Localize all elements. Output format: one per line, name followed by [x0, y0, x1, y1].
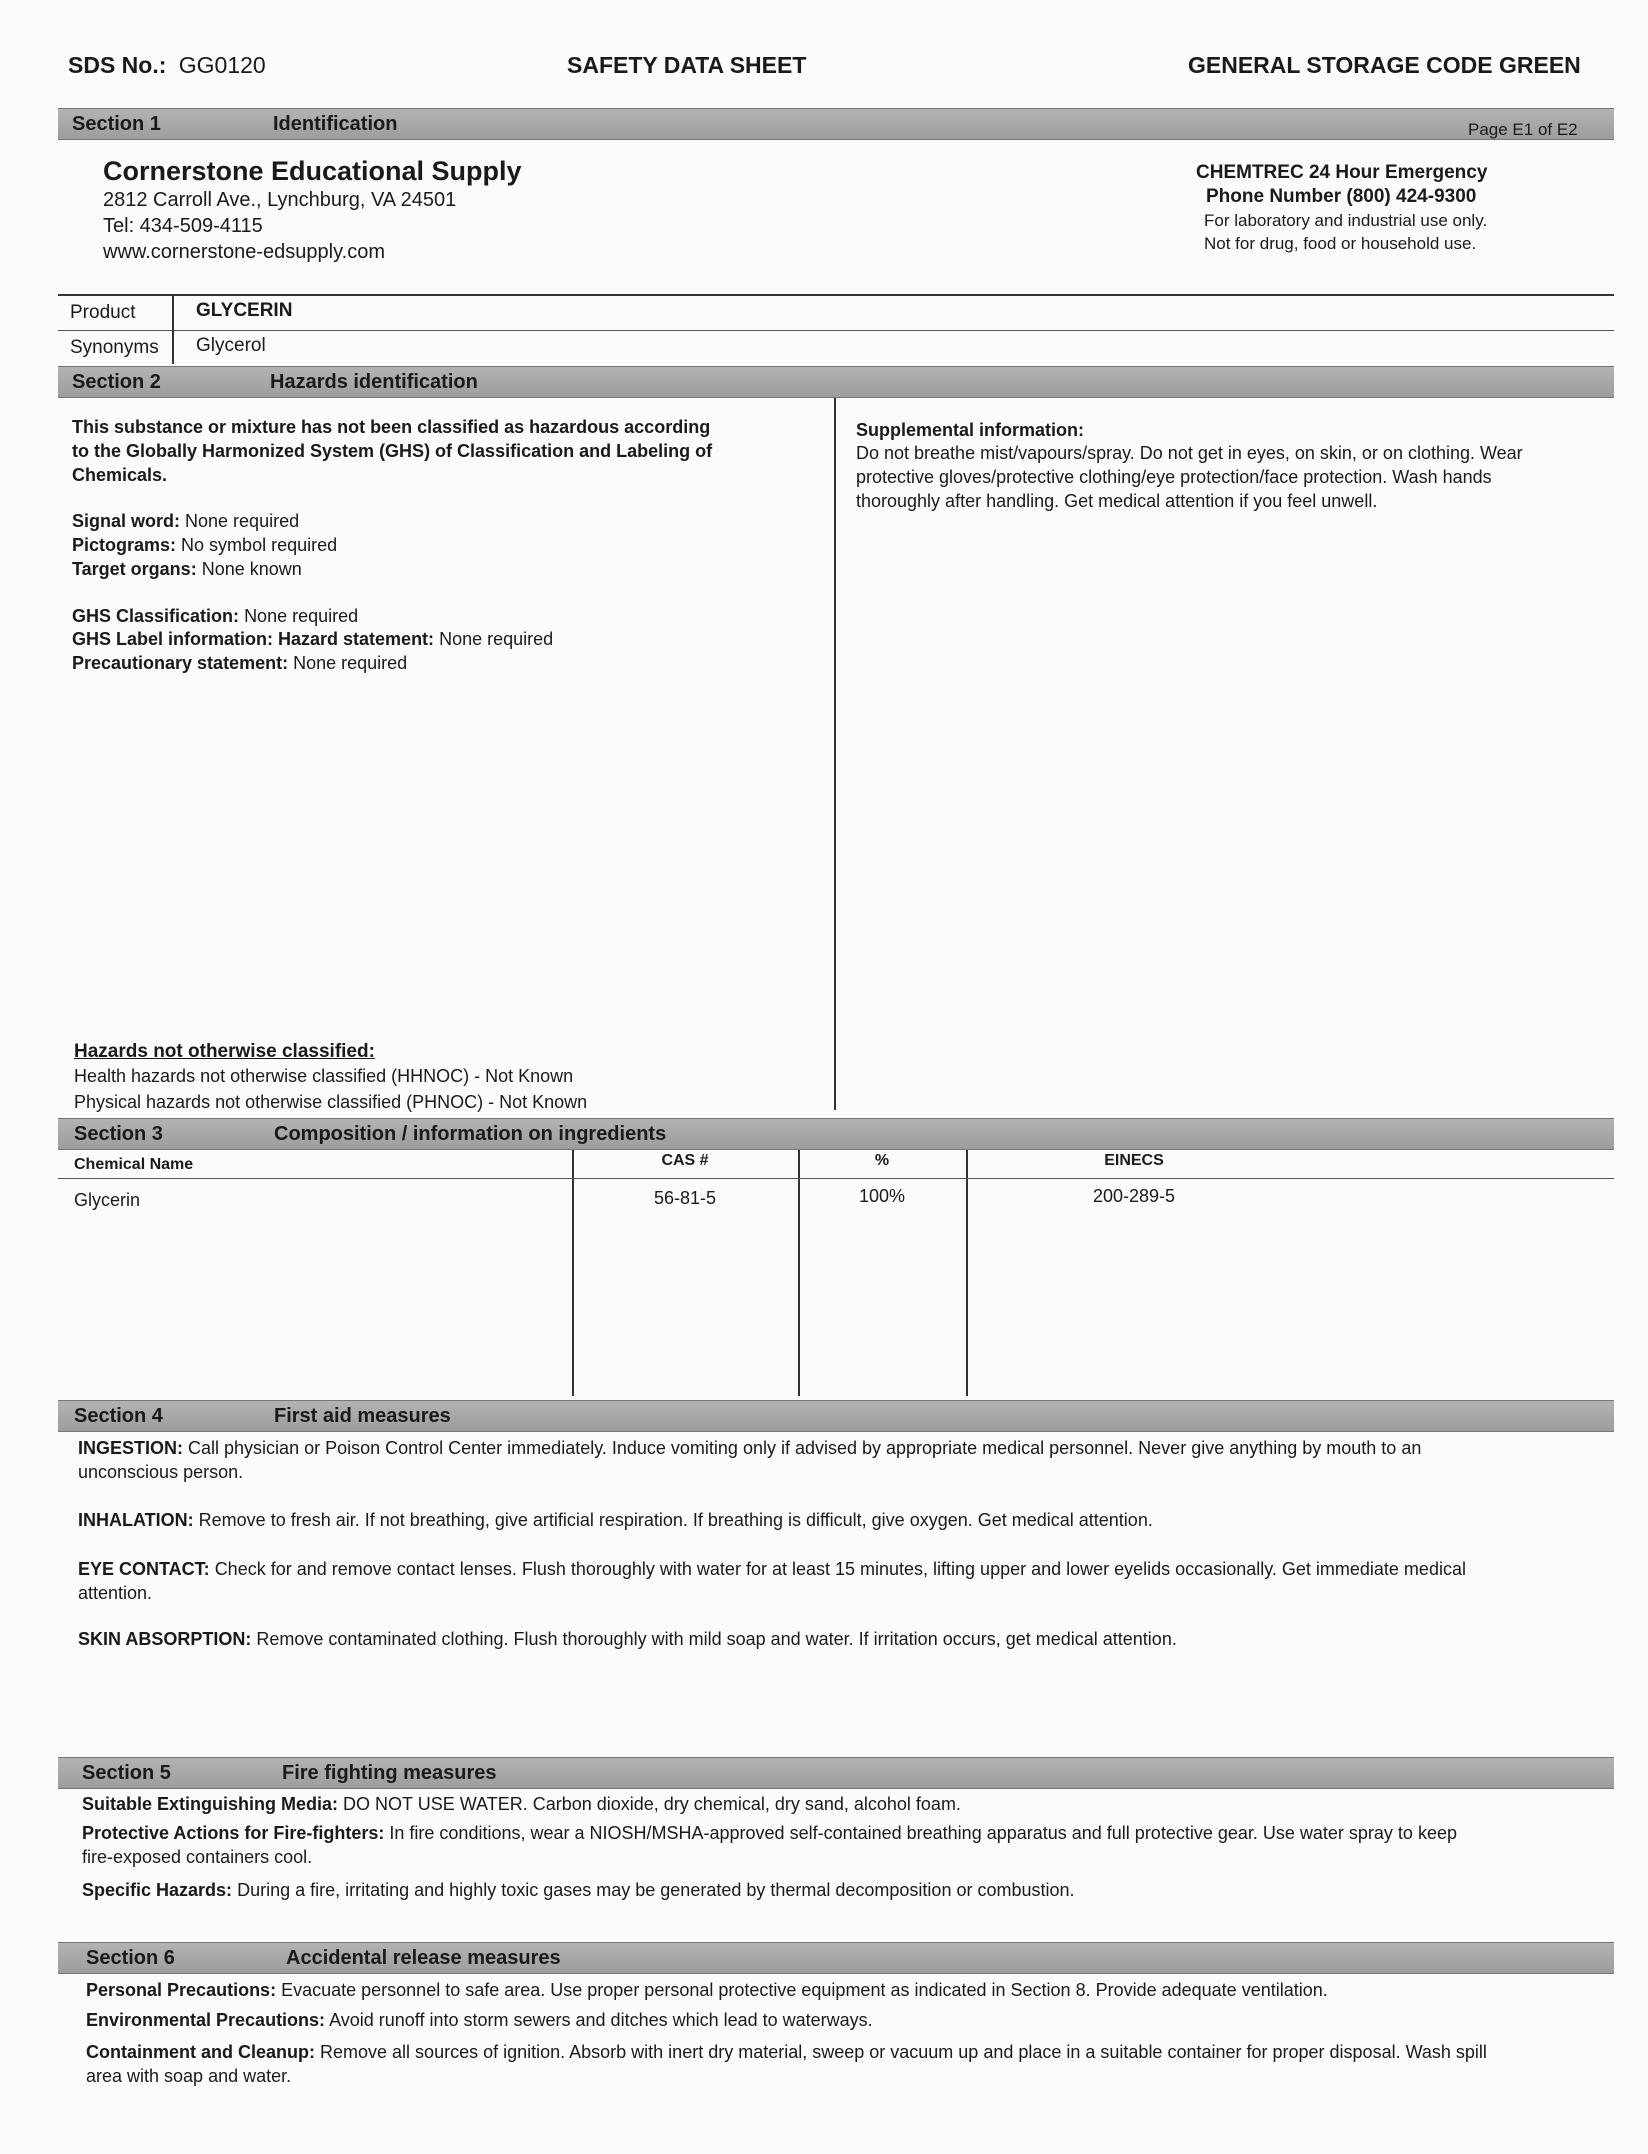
firefighter-protective-actions — [82, 1821, 1602, 1869]
ingestion-label: INGESTION: — [78, 1438, 184, 1458]
extinguishing-media-value: DO NOT USE WATER. Carbon dioxide, dry chemical, dry sand, alcohol foam. — [343, 1794, 961, 1814]
use-note-2: Not for drug, food or household use. — [1204, 234, 1477, 253]
emergency-line-2: Phone Number (800) 424-9300 — [1206, 186, 1477, 207]
protective-actions-text-2: fire-exposed containers cool. — [82, 1847, 313, 1867]
section-number: Section 1 — [72, 113, 161, 135]
target-organs — [72, 557, 302, 581]
personal-precautions-label: Personal Precautions: — [86, 1980, 277, 2000]
column-header-chemical-name: Chemical Name — [74, 1156, 194, 1173]
synonyms-value: Glycerol — [196, 335, 266, 356]
precautionary-label: Precautionary statement: — [72, 653, 289, 673]
hnoc-title: Hazards not otherwise classified: — [74, 1041, 375, 1062]
cell-einecs: 200-289-5 — [1092, 1186, 1176, 1206]
ghs-classification — [72, 604, 358, 628]
containment-text-2: area with soap and water. — [86, 2066, 292, 2086]
inhalation-text: Remove to fresh air. If not breathing, give artificial respiration. If breathing is difficult, give oxygen. Get medical attention. — [198, 1510, 1153, 1530]
emergency-line-1: CHEMTREC 24 Hour Emergency — [1196, 162, 1488, 183]
ingestion-text-2: unconscious person. — [78, 1462, 244, 1482]
signal-word-label: Signal word: — [72, 511, 180, 531]
column-header-percent: % — [874, 1152, 890, 1169]
use-note-1: For laboratory and industrial use only. — [1204, 211, 1488, 230]
signal-word — [72, 509, 299, 533]
sds-number-label: SDS No.: — [68, 52, 167, 78]
skin-text: Remove contaminated clothing. Flush thoroughly with mild soap and water. If irritation occurs, get medical attention. — [256, 1629, 1177, 1649]
company-website: www.cornerstone-edsupply.com — [103, 241, 385, 263]
ingestion-text: Call physician or Poison Control Center immediately. Induce vomiting only if advised by appropriate medical personnel. Never give anything by mouth to an — [188, 1438, 1422, 1458]
environmental-precautions-label: Environmental Precautions: — [86, 2010, 326, 2030]
product-table-divider — [172, 294, 174, 364]
storage-code: GENERAL STORAGE CODE GREEN — [1188, 52, 1581, 78]
specific-hazards — [82, 1878, 1602, 1902]
section-5-header — [58, 1757, 1614, 1789]
product-table-mid-rule — [58, 330, 1614, 331]
synonyms-label: Synonyms — [70, 337, 159, 358]
supplemental-title: Supplemental information: — [856, 420, 1085, 440]
section-title: Hazards identification — [270, 371, 478, 393]
cell-chemical-name: Glycerin — [74, 1190, 141, 1210]
personal-precautions — [86, 1978, 1606, 2002]
section-4-header — [58, 1400, 1614, 1432]
composition-table — [58, 1150, 1614, 1396]
first-aid-eye-contact — [78, 1557, 1598, 1605]
company-phone: Tel: 434-509-4115 — [103, 215, 263, 237]
eye-contact-label: EYE CONTACT: — [78, 1559, 210, 1579]
target-organs-value: None known — [201, 559, 302, 579]
containment-label: Containment and Cleanup: — [86, 2042, 315, 2062]
skin-label: SKIN ABSORPTION: — [78, 1629, 252, 1649]
classification-line: Chemicals. — [72, 465, 168, 485]
extinguishing-media — [82, 1792, 1602, 1816]
personal-precautions-value: Evacuate personnel to safe area. Use proper personal protective equipment as indicated in Section 8. Provide adequate ventilation. — [281, 1980, 1328, 2000]
sds-number-value: GG0120 — [178, 52, 266, 78]
environmental-precautions — [86, 2008, 1606, 2032]
supplemental-line: thoroughly after handling. Get medical attention if you feel unwell. — [856, 491, 1378, 511]
target-organs-label: Target organs: — [72, 559, 197, 579]
extinguishing-media-label: Suitable Extinguishing Media: — [82, 1794, 339, 1814]
sds-number — [68, 52, 266, 79]
product-label: Product — [70, 302, 136, 323]
signal-word-value: None required — [185, 511, 300, 531]
section-1-header — [58, 108, 1614, 140]
section-title: Fire fighting measures — [282, 1762, 497, 1784]
environmental-precautions-value: Avoid runoff into storm sewers and ditches which lead to waterways. — [329, 2010, 873, 2030]
ghs-classification-value: None required — [244, 606, 359, 626]
first-aid-inhalation — [78, 1508, 1598, 1532]
first-aid-ingestion — [78, 1436, 1598, 1484]
containment-text: Remove all sources of ignition. Absorb with inert dry material, sweep or vacuum up and place in a suitable container for proper disposal. Wash spill — [320, 2042, 1487, 2062]
section-3-header — [58, 1118, 1614, 1150]
protective-actions-label: Protective Actions for Fire-fighters: — [82, 1823, 385, 1843]
product-table-top-rule — [58, 294, 1614, 296]
supplemental-line: Do not breathe mist/vapours/spray. Do not get in eyes, on skin, or on clothing. Wear — [856, 443, 1523, 463]
table-header-rule — [58, 1178, 1614, 1179]
product-value: GLYCERIN — [196, 300, 293, 321]
page-number: Page E1 of E2 — [1468, 120, 1578, 139]
ghs-classification-label: GHS Classification: — [72, 606, 240, 626]
first-aid-skin — [78, 1627, 1598, 1651]
cell-percent: 100% — [858, 1186, 906, 1206]
section-number: Section 2 — [72, 371, 161, 393]
section-2-column-divider — [834, 398, 836, 1110]
section-number: Section 5 — [82, 1762, 171, 1784]
company-address: 2812 Carroll Ave., Lynchburg, VA 24501 — [103, 189, 457, 211]
section-number: Section 6 — [86, 1947, 175, 1969]
section-title: Identification — [273, 113, 398, 135]
classification-line: to the Globally Harmonized System (GHS) of Classification and Labeling of — [72, 441, 713, 461]
section-number: Section 3 — [74, 1123, 163, 1145]
classification-line: This substance or mixture has not been classified as hazardous according — [72, 417, 711, 437]
ghs-label-value: None required — [439, 629, 554, 649]
company-name: Cornerstone Educational Supply — [103, 156, 522, 186]
supplemental-line: protective gloves/protective clothing/eye protection/face protection. Wash hands — [856, 467, 1492, 487]
ghs-label-label: GHS Label information: Hazard statement: — [72, 629, 435, 649]
supplemental-text — [856, 441, 1523, 513]
cell-cas: 56-81-5 — [653, 1188, 717, 1208]
ghs-label-information — [72, 627, 553, 651]
containment-cleanup — [86, 2040, 1606, 2088]
section-title: First aid measures — [274, 1405, 451, 1427]
precautionary-value: None required — [293, 653, 408, 673]
eye-contact-text: Check for and remove contact lenses. Flush thoroughly with water for at least 15 minutes, lifting upper and lower eyelids occasionally. Get immediate medical — [214, 1559, 1466, 1579]
precautionary-statement — [72, 651, 407, 675]
section-6-header — [58, 1942, 1614, 1974]
column-header-einecs: EINECS — [1104, 1152, 1164, 1169]
section-title: Accidental release measures — [286, 1947, 561, 1969]
hnoc-health: Health hazards not otherwise classified (HHNOC) - Not Known — [74, 1066, 574, 1086]
document-title: SAFETY DATA SHEET — [567, 52, 807, 78]
inhalation-label: INHALATION: — [78, 1510, 194, 1530]
eye-contact-text-2: attention. — [78, 1583, 153, 1603]
hnoc-physical: Physical hazards not otherwise classified (PHNOC) - Not Known — [74, 1092, 588, 1112]
protective-actions-text: In fire conditions, wear a NIOSH/MSHA-approved self-contained breathing apparatus and full protective gear. Use water spray to keep — [389, 1823, 1457, 1843]
pictograms-value: No symbol required — [181, 535, 338, 555]
pictograms-label: Pictograms: — [72, 535, 177, 555]
section-2-header — [58, 366, 1614, 398]
specific-hazards-value: During a fire, irritating and highly toxic gases may be generated by thermal decomposition or combustion. — [237, 1880, 1075, 1900]
specific-hazards-label: Specific Hazards: — [82, 1880, 233, 1900]
ghs-classification-statement — [72, 415, 712, 487]
column-header-cas: CAS # — [661, 1152, 709, 1169]
section-title: Composition / information on ingredients — [274, 1123, 667, 1145]
section-number: Section 4 — [74, 1405, 163, 1427]
pictograms — [72, 533, 337, 557]
